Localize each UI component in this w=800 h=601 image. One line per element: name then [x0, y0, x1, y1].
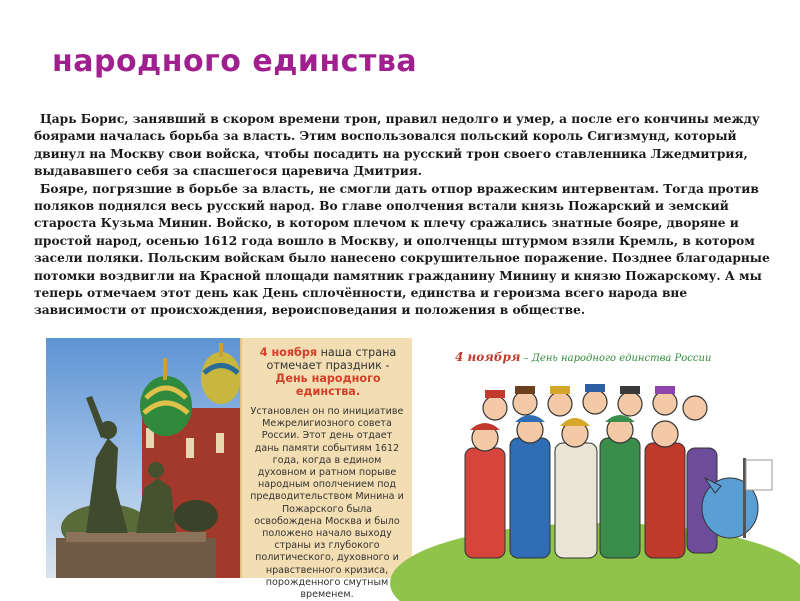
card-date: 4 ноября	[259, 346, 318, 359]
card-body-text: Установлен он по инициативе Межрелигиозного совета России. Этот день отдает дань памяти событиям 1612 года, когда в едином духовном и ратном порыве народным ополчением под предводительством Минина и Пожарского была освобождена Москва и было положено начало выходу страны из глубокого политического, духовного и нравственного кризиса, порожденного смутным временем.	[250, 406, 404, 601]
unity-day-illustration	[425, 338, 770, 575]
card-intro: наша страна отмечает праздник -	[266, 346, 397, 372]
slide-body-text	[34, 111, 776, 320]
info-card	[240, 338, 412, 601]
card-heading	[250, 346, 406, 398]
banner-date: 4 ноября	[455, 350, 521, 364]
monument-illustration	[46, 338, 240, 578]
people-crowd-illustration	[425, 338, 770, 575]
card-holiday-name: День народного единства.	[275, 372, 381, 398]
banner-text	[455, 350, 711, 364]
paragraph-2: Бояре, погрязшие в борьбе за власть, не смогли дать отпор вражеским интервентам. Тогда против поляков поднялся весь русский народ. Во главе ополчения встали князь Пожарский и земский староста Кузьма Минин. Войско, в котором плечом к плечу сражались знатные бояре, дворяне и простой народ, осенью 1612 года вошло в Москву, и ополченцы штурмом взяли Кремль, в котором засели поляки. Польским войскам было нанесено сокрушительное поражение. Позднее благодарные потомки воздвигли на Красной площади памятник гражданину Минину и князю Пожарскому. А мы теперь отмечаем этот день как День сплочённости, единства и героизма всего народа вне зависимости от происхождения, вероисповедания и положения в обществе.	[34, 181, 770, 318]
slide-title: народного единства	[52, 44, 418, 79]
monument-image	[46, 338, 410, 601]
paragraph-1: Царь Борис, занявший в скором времени трон, правил недолго и умер, а после его кончины между боярами началась борьба за власть. Этим воспользовался польский король Сигизмунд, который двинул на Москву свои войска, чтобы посадить на русский трон своего ставленника Лжедмитрия, выдававшего себя за спасшегося царевича Дмитрия.	[34, 112, 760, 179]
banner-caption: – День народного единства России	[520, 353, 712, 364]
